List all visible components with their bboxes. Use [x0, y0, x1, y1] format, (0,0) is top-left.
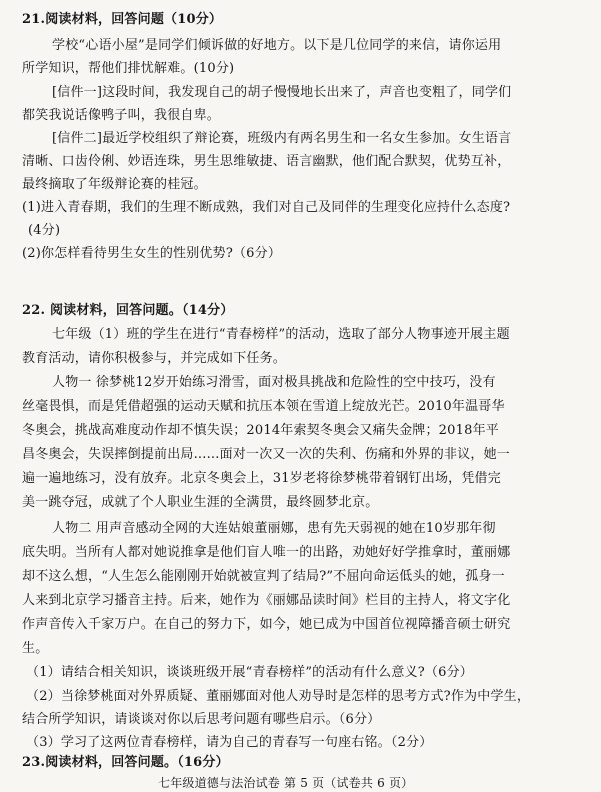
q22-person1-line: 丝毫畏惧，而是凭借超强的运动天赋和抗压本领在雪道上绽放光芒。2010年温哥华 — [22, 399, 505, 414]
q22-person2-line: 底失明。当所有人都对她说推拿是他们盲人唯一的出路，劝她好好学推拿时，董丽娜 — [22, 545, 511, 560]
q22-person1-line: 昌冬奥会，失误摔倒提前出局......面对一次又一次的失利、伤痛和外界的非议，她一 — [22, 447, 510, 462]
q23-heading: 23.阅读材料，回答问题。（16分） — [22, 755, 229, 770]
q22-person1-line: 人物一 徐梦桃12岁开始练习滑雪，面对极具挑战和危险性的空中技巧，没有 — [52, 375, 496, 390]
q22-person2-line: 人物二 用声音感动全网的大连姑娘董丽娜，患有先天弱视的她在10岁那年彻 — [52, 521, 496, 536]
q21-letter2-line: [信件二]最近学校组织了辩论赛，班级内有两名男生和一名女生参加。女生语言 — [52, 131, 512, 146]
q21-letter1-line: 都笑我说话像鸭子叫，我很自卑。 — [22, 108, 221, 123]
q22-question: （3）学习了这两位青春榜样，请为自己的青春写一句座右铭。（2分） — [26, 735, 433, 750]
q22-question: 结合所学知识，请谈谈对你以后思考问题有哪些启示。（6分） — [22, 712, 381, 727]
q22-person2-line: 却不这么想，“人生怎么能刚刚开始就被宣判了结局?”不屈向命运低头的她，孤身一 — [22, 569, 505, 584]
q22-person2-line: 生。 — [22, 641, 49, 656]
q21-heading: 21.阅读材料，回答问题（10分） — [22, 12, 223, 27]
q22-person2-line: 人来到北京学习播音主持。后来，她作为《丽娜品读时间》栏目的主持人，将文字化 — [22, 593, 511, 608]
q21-intro-line: 所学知识，帮他们排忧解难。(10分) — [22, 61, 235, 76]
q22-question: （1）请结合相关知识，谈谈班级开展“青春榜样”的活动有什么意义?（6分） — [26, 665, 474, 680]
q21-letter2-line: 清晰、口齿伶俐、妙语连珠，男生思维敏捷、语言幽默，他们配合默契，优势互补， — [22, 154, 511, 169]
q21-letter2-line: 最终摘取了年级辩论赛的桂冠。 — [22, 177, 207, 192]
q22-intro-line: 教育活动，请你积极参与，并完成如下任务。 — [22, 351, 287, 366]
page-footer: 七年级道德与法治试卷 第 5 页（试卷共 6 页） — [158, 776, 414, 790]
q21-intro-line: 学校“心语小屋”是同学们倾诉做的好地方。以下是几位同学的来信，请你运用 — [52, 38, 502, 53]
q21-question: (4分) — [28, 223, 61, 238]
q22-intro-line: 七年级（1）班的学生在进行“青春榜样”的活动，选取了部分人物事迹开展主题 — [52, 327, 510, 342]
q22-person2-line: 作声音传入千家万户。在自己的努力下，如今，她已成为中国首位视障播音硕士研究 — [22, 617, 511, 632]
q21-question: (2)你怎样看待男生女生的性别优势?（6分） — [22, 246, 282, 261]
q22-heading: 22. 阅读材料，回答问题。（14分） — [22, 303, 234, 318]
q22-person1-line: 美一跳夺冠，成就了个人职业生涯的全满贯，最终圆梦北京。 — [22, 495, 379, 510]
q21-letter1-line: [信件一]这段时间，我发现自己的胡子慢慢地长出来了，声音也变粗了，同学们 — [52, 85, 512, 100]
q22-person1-line: 遍一遍地练习，没有放弃。北京冬奥会上，31岁老将徐梦桃带着钢钉出场，凭借完 — [22, 471, 501, 486]
q22-question: （2）当徐梦桃面对外界质疑、董丽娜面对他人劝导时是怎样的思考方式?作为中学生， — [26, 689, 531, 704]
q22-person1-line: 冬奥会，挑战高难度动作却不慎失误；2014年索契冬奥会又痛失金牌；2018年平 — [22, 423, 499, 438]
q21-question: (1)进入青春期，我们的生理不断成熟，我们对自己及同伴的生理变化应持什么态度? — [22, 200, 511, 215]
